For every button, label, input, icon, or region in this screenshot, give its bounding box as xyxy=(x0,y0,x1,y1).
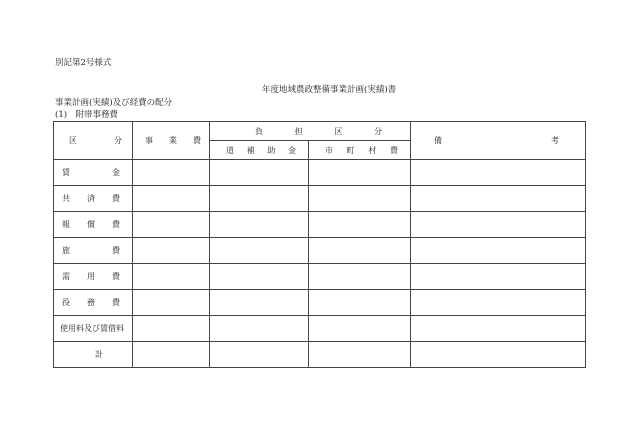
row-label-chingin xyxy=(54,160,133,186)
header-futan-kubun xyxy=(210,122,411,141)
table-row xyxy=(54,160,586,186)
row-label-char: 共 xyxy=(62,194,70,203)
table-row-total xyxy=(54,342,586,368)
cell-shichouson-hi[interactable] xyxy=(309,264,411,290)
cell-dou-hojokin[interactable] xyxy=(210,316,309,342)
section-title: 事業計画(実績)及び経費の配分 xyxy=(55,98,173,108)
expense-allocation-table xyxy=(53,121,586,368)
header-futan-char: 負 xyxy=(255,126,263,136)
row-label-char: 費 xyxy=(112,272,120,281)
row-label-text: 使用料及び賃借料 xyxy=(60,324,124,333)
row-label-kyousaihi xyxy=(54,186,133,212)
header-row-1 xyxy=(54,122,586,141)
form-number-label: 別記第2号様式 xyxy=(55,58,112,68)
table-row xyxy=(54,264,586,290)
row-label-ryohi xyxy=(54,238,133,264)
header-kubun xyxy=(54,122,133,160)
cell-jigyouhi[interactable] xyxy=(133,316,210,342)
cell-shichouson-hi[interactable] xyxy=(309,212,411,238)
document-title: 年度地域農政整備事業計画(実績)書 xyxy=(262,85,397,95)
cell-bikou-total[interactable] xyxy=(411,342,586,368)
row-label-char: 旅 xyxy=(62,246,70,255)
cell-jigyouhi[interactable] xyxy=(133,238,210,264)
cell-dou-hojokin[interactable] xyxy=(210,238,309,264)
header-futan-char: 分 xyxy=(373,126,382,136)
header-jigyouhi-char: 業 xyxy=(169,136,177,145)
table-row xyxy=(54,316,586,342)
header-bikou-char: 備 xyxy=(434,136,442,145)
cell-bikou[interactable] xyxy=(411,316,586,342)
header-shichouson-char: 村 xyxy=(368,145,377,155)
cell-dou-hojokin[interactable] xyxy=(210,160,309,186)
cell-shichouson-hi[interactable] xyxy=(309,316,411,342)
row-label-char: 償 xyxy=(87,220,95,229)
cell-shichouson-hi[interactable] xyxy=(309,160,411,186)
row-label-char: 済 xyxy=(87,194,95,203)
header-hojokin-char: 道 xyxy=(226,145,234,155)
header-futan-char: 区 xyxy=(334,126,343,136)
row-label-char: 費 xyxy=(112,298,120,307)
header-jigyouhi-char: 事 xyxy=(145,136,153,145)
header-shichouson-char: 町 xyxy=(346,145,355,155)
row-label-shiyouryou xyxy=(54,316,133,342)
header-kubun-char: 区 xyxy=(69,136,77,145)
row-label-char: 用 xyxy=(87,272,95,281)
cell-bikou[interactable] xyxy=(411,264,586,290)
row-label-char: 金 xyxy=(112,168,120,177)
cell-dou-hojokin[interactable] xyxy=(210,264,309,290)
cell-dou-hojokin-total[interactable] xyxy=(210,342,309,368)
row-label-ekimuhi xyxy=(54,290,133,316)
table-row xyxy=(54,186,586,212)
cell-jigyouhi-total[interactable] xyxy=(133,342,210,368)
header-jigyouhi xyxy=(133,122,210,160)
row-label-char: 費 xyxy=(112,220,120,229)
row-label-total xyxy=(54,342,133,368)
header-hojokin-char: 補 xyxy=(246,145,255,155)
header-shichouson-hi xyxy=(309,141,411,160)
cell-jigyouhi[interactable] xyxy=(133,186,210,212)
row-label-char: 報 xyxy=(62,220,70,229)
cell-bikou[interactable] xyxy=(411,212,586,238)
row-label-char: 務 xyxy=(87,298,95,307)
cell-jigyouhi[interactable] xyxy=(133,212,210,238)
cell-jigyouhi[interactable] xyxy=(133,264,210,290)
cell-jigyouhi[interactable] xyxy=(133,290,210,316)
header-jigyouhi-char: 費 xyxy=(193,136,201,145)
header-bikou-char: 考 xyxy=(551,136,559,145)
row-label-char: 需 xyxy=(62,272,70,281)
cell-dou-hojokin[interactable] xyxy=(210,212,309,238)
header-shichouson-char: 費 xyxy=(389,145,398,155)
row-label-juyouhi xyxy=(54,264,133,290)
cell-dou-hojokin[interactable] xyxy=(210,290,309,316)
header-hojokin-char: 金 xyxy=(287,145,296,155)
subsection-title: (1) 附帯事務費 xyxy=(55,110,119,120)
header-futan-char: 担 xyxy=(294,126,303,136)
total-label: 計 xyxy=(95,350,103,359)
cell-shichouson-hi[interactable] xyxy=(309,290,411,316)
cell-bikou[interactable] xyxy=(411,290,586,316)
row-label-char: 費 xyxy=(112,194,120,203)
cell-bikou[interactable] xyxy=(411,186,586,212)
row-label-char: 役 xyxy=(62,298,70,307)
table-row xyxy=(54,238,586,264)
cell-shichouson-hi-total[interactable] xyxy=(309,342,411,368)
cell-dou-hojokin[interactable] xyxy=(210,186,309,212)
header-bikou xyxy=(411,122,586,160)
row-label-houshouhi xyxy=(54,212,133,238)
header-shichouson-char: 市 xyxy=(325,145,333,155)
cell-shichouson-hi[interactable] xyxy=(309,186,411,212)
table-row xyxy=(54,212,586,238)
cell-jigyouhi[interactable] xyxy=(133,160,210,186)
cell-bikou[interactable] xyxy=(411,238,586,264)
row-label-char: 賃 xyxy=(62,168,70,177)
row-label-char: 費 xyxy=(112,246,120,255)
header-hojokin-char: 助 xyxy=(267,145,276,155)
header-dou-hojokin xyxy=(210,141,309,160)
cell-bikou[interactable] xyxy=(411,160,586,186)
header-kubun-char: 分 xyxy=(114,136,122,145)
table-row xyxy=(54,290,586,316)
cell-shichouson-hi[interactable] xyxy=(309,238,411,264)
